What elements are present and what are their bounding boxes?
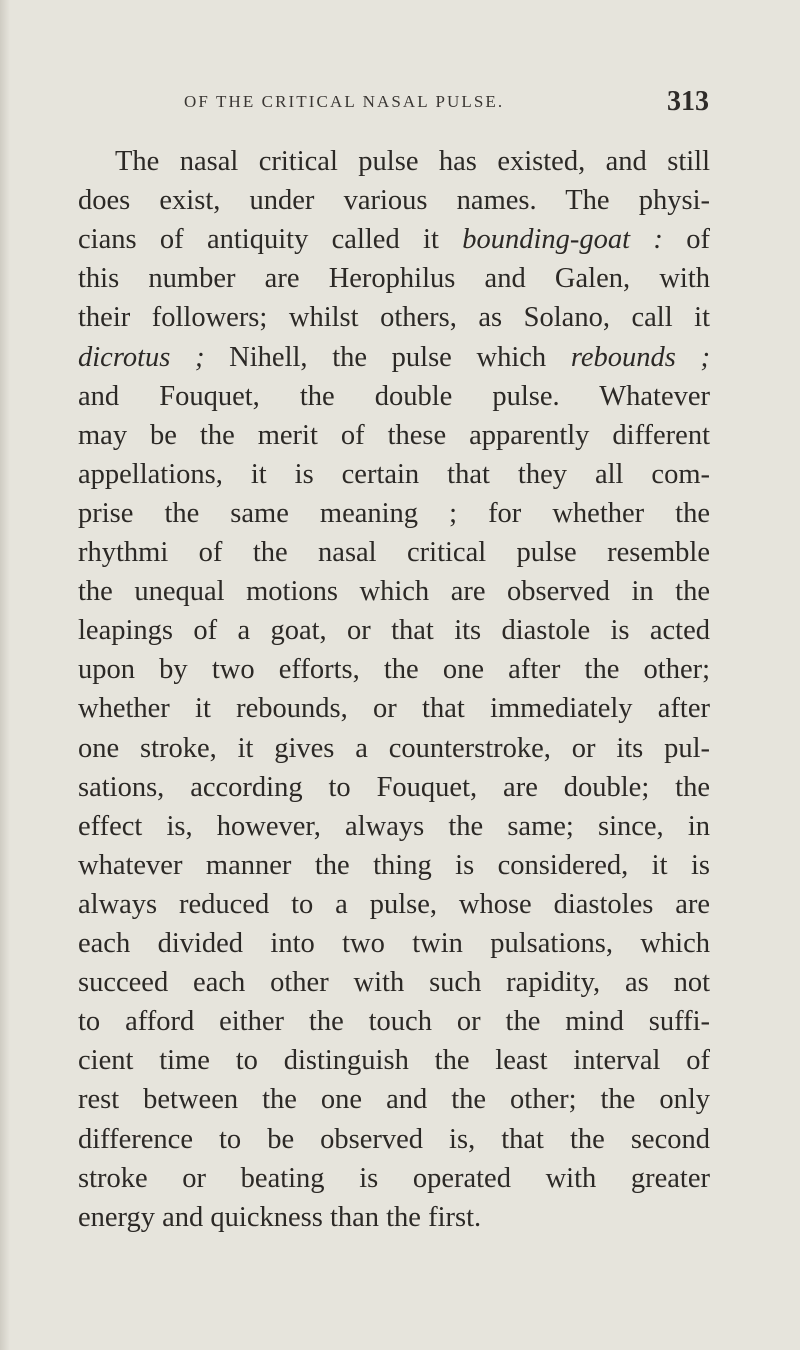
text-run: the unequal motions which are observed in the — [78, 576, 710, 608]
text-line — [78, 733, 710, 772]
text-line — [78, 1202, 710, 1241]
text-line — [78, 342, 710, 381]
italic-text: bounding-goat : — [462, 224, 663, 256]
text-run: Nihell, the pulse which — [204, 341, 571, 373]
text-run: energy and quickness than the first. — [78, 1201, 482, 1233]
text-line — [78, 1006, 710, 1045]
text-run: whatever manner the thing is considered, it is — [78, 849, 710, 881]
text-line — [115, 146, 710, 185]
text-run: cient time to distinguish the least interval of — [78, 1045, 710, 1077]
text-run: always reduced to a pulse, whose diastoles are — [78, 888, 710, 920]
text-run: rhythmi of the nasal critical pulse resemble — [78, 537, 710, 568]
text-line — [78, 928, 710, 967]
text-line — [78, 1124, 710, 1163]
text-run: and Fouquet, the double pulse. Whatever — [78, 380, 710, 412]
text-run: succeed each other with such rapidity, as not — [78, 967, 710, 999]
text-line — [78, 654, 710, 693]
text-line — [78, 615, 710, 654]
text-line — [78, 498, 710, 537]
text-line — [78, 459, 710, 498]
italic-text: rebounds ; — [570, 341, 710, 373]
text-line — [78, 224, 710, 263]
text-run: cians of antiquity called it — [78, 224, 463, 256]
text-run: effect is, however, always the same; since, in — [78, 810, 710, 842]
text-line — [78, 263, 710, 302]
text-line — [78, 1045, 710, 1084]
italic-text: dicrotus ; — [78, 341, 205, 373]
text-run: to afford either the touch or the mind suffi- — [78, 1006, 710, 1038]
text-run: whether it rebounds, or that immediately after — [78, 693, 710, 725]
text-run: sations, according to Fouquet, are double; the — [78, 771, 710, 803]
text-run: each divided into two twin pulsations, which — [78, 928, 710, 959]
text-run: their followers; whilst others, as Solano, call it — [78, 302, 710, 334]
text-run: of — [662, 224, 710, 256]
text-line — [78, 302, 710, 341]
text-line — [78, 576, 710, 615]
page-gutter-shadow — [0, 0, 10, 1350]
text-run: appellations, it is certain that they all com- — [78, 458, 710, 490]
text-run: one stroke, it gives a counterstroke, or its pul- — [78, 732, 710, 764]
text-run: this number are Herophilus and Galen, with — [78, 263, 710, 295]
text-line — [78, 1163, 710, 1202]
text-line — [78, 381, 710, 420]
text-run: stroke or beating is operated with greater — [78, 1162, 710, 1194]
text-run: The nasal critical pulse has existed, and still — [115, 146, 710, 177]
text-line — [78, 967, 710, 1006]
text-run: leapings of a goat, or that its diastole is acted — [78, 615, 710, 647]
text-run: may be the merit of these apparently different — [78, 419, 710, 451]
text-run: does exist, under various names. The physi- — [78, 185, 710, 217]
page-number: 313 — [667, 86, 709, 117]
text-run: rest between the one and the other; the only — [78, 1084, 710, 1116]
text-line — [78, 537, 710, 576]
text-run: difference to be observed is, that the second — [78, 1123, 710, 1155]
text-run: prise the same meaning ; for whether the — [78, 497, 710, 529]
text-line — [78, 1084, 710, 1123]
text-line — [78, 811, 710, 850]
text-line — [78, 850, 710, 889]
text-line — [78, 420, 710, 459]
text-line — [78, 185, 710, 224]
text-line — [78, 889, 710, 928]
running-head: OF THE CRITICAL NASAL PULSE. — [184, 92, 505, 111]
text-run: upon by two efforts, the one after the other; — [78, 654, 710, 686]
text-line — [78, 772, 710, 811]
text-line — [78, 693, 710, 732]
